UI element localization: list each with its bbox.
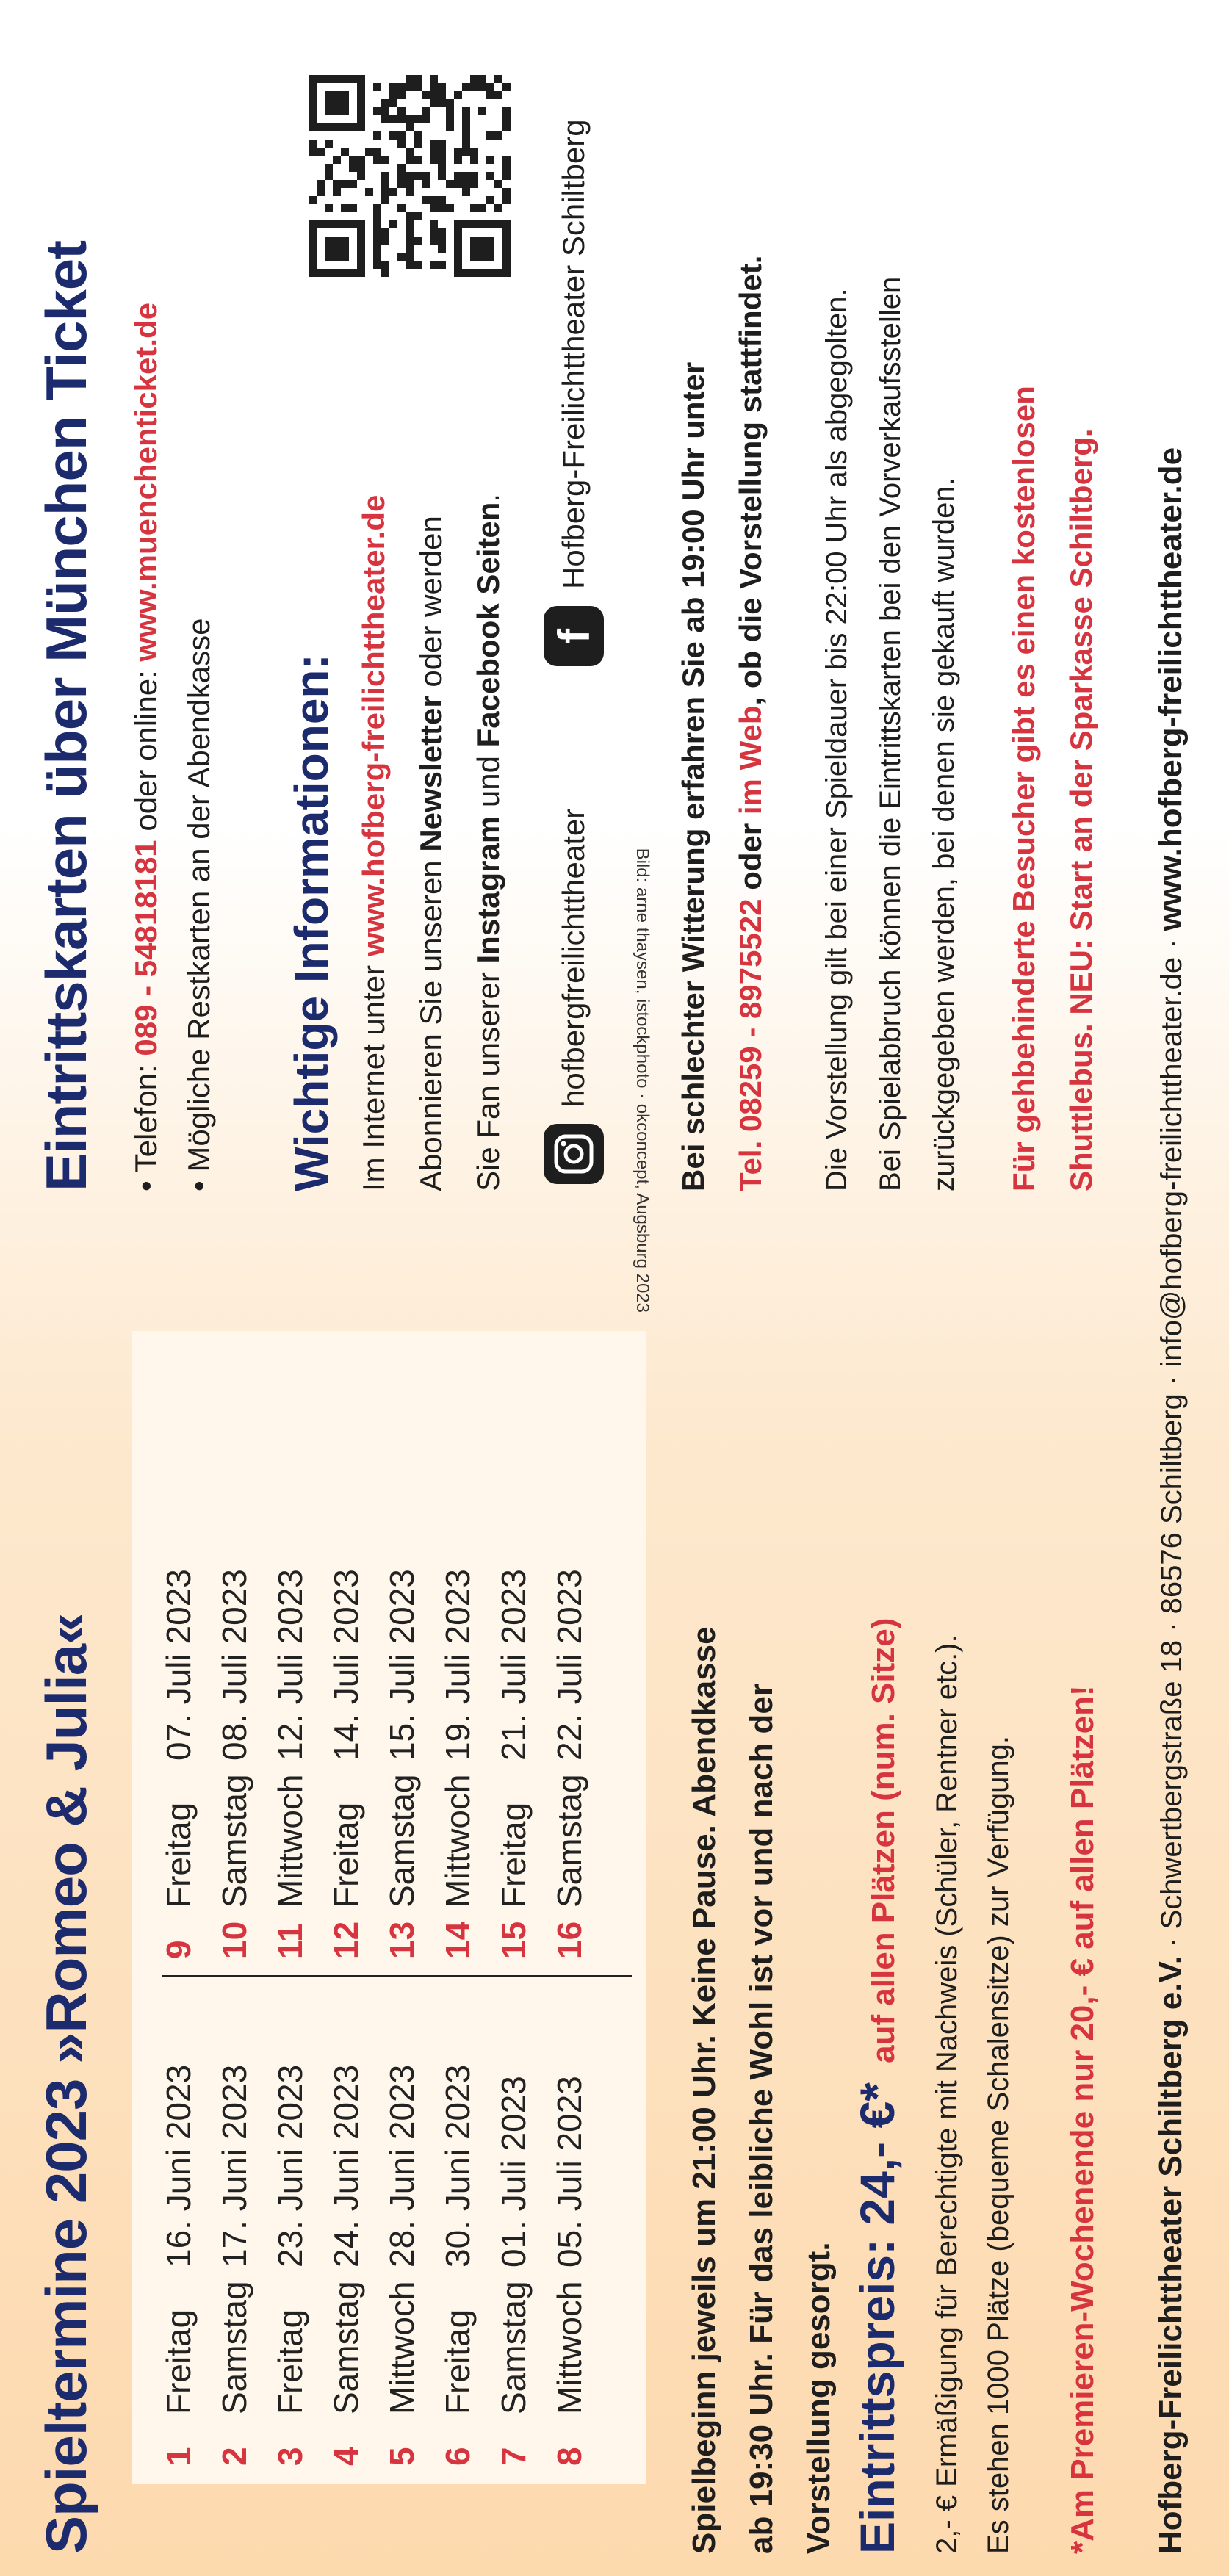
schedule-number: 5	[383, 2447, 421, 2466]
schedule-day: Freitag	[159, 2309, 198, 2414]
schedule-row	[486, 1474, 541, 2466]
schedule-number: 1	[159, 2447, 198, 2466]
image-credit: Bild: arne thaysen, istockphoto · okconcept, Augsburg 2023	[632, 848, 652, 1313]
validity-line1: Die Vorstellung gilt bei einer Spieldauer bis 22:00 Uhr als abgegolten.	[821, 288, 853, 1191]
price-label: Eintrittspreis: 24,- €*	[850, 2082, 904, 2554]
schedule-date: 14. Juli 2023	[327, 1569, 365, 1761]
schedule-number: 9	[159, 1940, 198, 1959]
footer-org: Hofberg-Freilichttheater Schiltberg e.V.	[1153, 1955, 1189, 2554]
schedule-date: 12. Juli 2023	[271, 1569, 309, 1761]
schedule-day: Samstag	[550, 1774, 588, 1908]
price-line	[848, 1618, 912, 2554]
weather-or: oder	[733, 815, 768, 899]
schedule-day: Samstag	[494, 2281, 533, 2414]
schedule-date: 15. Juli 2023	[383, 1569, 421, 1761]
schedule-number: 4	[327, 2447, 365, 2466]
validity-line3: zurückgegeben werden, bei denen sie gekauft wurden.	[928, 477, 960, 1191]
footer-web-link[interactable]: www.hofberg-freilichttheater.de	[1153, 447, 1189, 931]
schedule-title: Spieltermine 2023 »Romeo & Julia«	[34, 1613, 98, 2554]
fan-line	[460, 494, 517, 1191]
start-info-line2: ab 19:30 Uhr. Für das leibliche Wohl ist vor und nach der	[743, 1683, 779, 2554]
weather-line1: Bei schlechter Witterung erfahren Sie ab 19:00 Uhr unter	[676, 361, 710, 1191]
schedule-date: 17. Juni 2023	[215, 2064, 253, 2267]
start-info-line3: Vorstellung gesorgt.	[801, 2242, 837, 2554]
instagram-handle[interactable]: hofbergfreilichttheater	[556, 808, 591, 1107]
schedule-divider	[162, 1975, 632, 1977]
schedule-number: 16	[550, 1921, 588, 1959]
shuttle-line1: Für gehbehinderte Besucher gibt es einen kostenlosen	[1006, 386, 1041, 1191]
schedule-date: 08. Juli 2023	[215, 1569, 253, 1761]
schedule-date: 22. Juli 2023	[550, 1569, 588, 1761]
qr-code[interactable]	[309, 75, 511, 277]
schedule-row	[206, 1474, 262, 2466]
discount-text: 2,- € Ermäßigung für Berechtigte mit Nachweis (Schüler, Rentner etc.).	[931, 1634, 963, 2554]
schedule-day: Freitag	[494, 1802, 533, 1908]
seats-text: Es stehen 1000 Plätze (bequeme Schalensitze) zur Verfügung.	[982, 1735, 1014, 2554]
schedule-row	[541, 1474, 597, 2466]
schedule-number: 2	[215, 2447, 253, 2466]
schedule-day: Freitag	[439, 2309, 477, 2414]
facebook-handle[interactable]: Hofberg-Freilichttheater Schiltberg	[556, 119, 591, 589]
schedule-date: 21. Juli 2023	[494, 1569, 533, 1761]
start-info-line1: Spielbeginn jeweils um 21:00 Uhr. Keine Pause. Abendkasse	[686, 1626, 722, 2554]
instagram-word[interactable]: Instagram	[471, 815, 505, 964]
schedule-number: 12	[327, 1921, 365, 1959]
newsletter-text-c: oder werden	[414, 516, 448, 696]
schedule-date: 28. Juni 2023	[383, 2064, 421, 2267]
price-suffix: auf allen Plätzen (num. Sitze)	[865, 1617, 901, 2063]
schedule-date: 16. Juni 2023	[159, 2064, 198, 2267]
schedule-number: 15	[494, 1921, 533, 1959]
hofberg-link[interactable]: www.hofberg-freilichttheater.de	[356, 494, 391, 957]
info-title: Wichtige Informationen:	[285, 654, 338, 1191]
schedule-day: Samstag	[215, 2281, 253, 2414]
schedule-day: Freitag	[271, 2309, 309, 2414]
schedule-table	[151, 1474, 597, 2466]
premiere-text: *Am Premieren-Wochenende nur 20,- € auf allen Plätzen!	[1064, 1685, 1100, 2554]
schedule-day: Freitag	[327, 1802, 365, 1908]
internet-line	[345, 495, 403, 1191]
schedule-day: Freitag	[159, 1802, 198, 1908]
schedule-number: 7	[494, 2447, 533, 2466]
fan-text-a: Sie Fan unserer	[471, 963, 505, 1191]
schedule-number: 14	[439, 1921, 477, 1959]
newsletter-line	[403, 516, 460, 1191]
ticket-title: Eintrittskarten über München Ticket	[34, 240, 98, 1191]
schedule-date: 05. Juli 2023	[550, 2076, 588, 2267]
schedule-number: 10	[215, 1921, 253, 1959]
schedule-day: Samstag	[327, 2281, 365, 2414]
schedule-number: 11	[271, 1923, 309, 1959]
schedule-row	[151, 1474, 206, 2466]
schedule-row	[262, 1474, 318, 2466]
schedule-date: 01. Juli 2023	[494, 2076, 533, 2267]
weather-phone[interactable]: Tel. 08259 - 8975522	[733, 898, 768, 1191]
schedule-number: 13	[383, 1921, 421, 1959]
internet-prefix: Im Internet unter	[356, 956, 391, 1191]
weather-line2	[722, 256, 779, 1191]
schedule-number: 8	[550, 2447, 588, 2466]
schedule-day: Mittwoch	[439, 1774, 477, 1908]
schedule-number: 6	[439, 2447, 477, 2466]
weather-end: , ob die Vorstellung stattfindet.	[733, 255, 768, 706]
newsletter-word[interactable]: Newsletter	[414, 696, 448, 852]
newsletter-text-a: Abonnieren Sie unseren	[414, 851, 448, 1191]
phone-line	[118, 303, 175, 1191]
schedule-date: 19. Juli 2023	[439, 1569, 477, 1761]
schedule-date: 23. Juni 2023	[271, 2064, 309, 2267]
fan-text-e: .	[471, 493, 505, 502]
facebook-icon[interactable]: f	[544, 606, 604, 666]
schedule-date: 30. Juni 2023	[439, 2064, 477, 2267]
schedule-row	[318, 1474, 374, 2466]
schedule-date: 24. Juni 2023	[327, 2064, 365, 2267]
schedule-row	[374, 1474, 430, 2466]
muenchenticket-link[interactable]: www.muenchenticket.de	[129, 302, 163, 662]
schedule-day: Mittwoch	[550, 2281, 588, 2414]
fan-text-c: und	[471, 747, 505, 816]
instagram-icon[interactable]	[544, 1124, 604, 1184]
shuttle-line2: Shuttlebus. NEU: Start an der Sparkasse Schiltberg.	[1064, 428, 1098, 1191]
validity-line2: Bei Spielabbruch können die Eintrittskarten bei den Vorverkaufsstellen	[874, 276, 907, 1191]
rest-tickets: • Mögliche Restkarten an der Abendkasse	[181, 618, 216, 1191]
schedule-date: 07. Juli 2023	[159, 1569, 198, 1761]
footer	[1142, 447, 1200, 2554]
phone-prefix: • Telefon:	[129, 1056, 163, 1191]
schedule-number: 3	[271, 2447, 309, 2466]
footer-address: · Schwertbergstraße 18 · 86576 Schiltberg · info@hofberg-freilichttheater.de ·	[1156, 931, 1188, 1955]
weather-web-link[interactable]: im Web	[733, 705, 768, 815]
schedule-day: Samstag	[383, 1774, 421, 1908]
schedule-day: Samstag	[215, 1774, 253, 1908]
schedule-row	[430, 1474, 486, 2466]
phone-number[interactable]: 089 - 54818181	[129, 840, 163, 1056]
schedule-day: Mittwoch	[383, 2281, 421, 2414]
online-text: oder online:	[129, 661, 163, 840]
facebook-word[interactable]: Facebook Seiten	[471, 502, 505, 748]
schedule-day: Mittwoch	[271, 1774, 309, 1908]
